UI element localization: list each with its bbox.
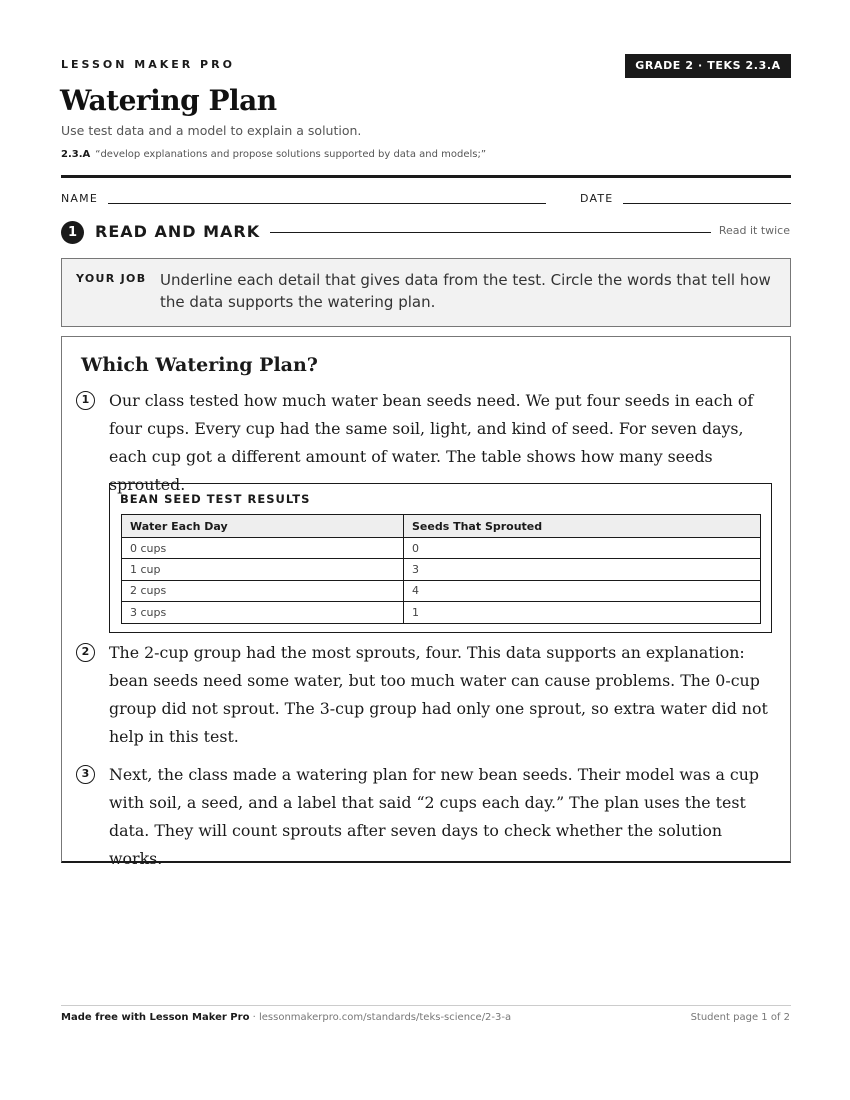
date-label: DATE	[580, 192, 614, 205]
table-cell: 4	[404, 580, 761, 601]
footer-made-with: Made free with Lesson Maker Pro	[61, 1012, 250, 1023]
table-row	[122, 602, 761, 623]
standard-code: 2.3.A	[61, 149, 91, 160]
paragraph-number-3: 3	[76, 765, 95, 784]
standard-line	[61, 149, 486, 160]
column-header-sprouted: Seeds That Sprouted	[404, 515, 761, 538]
column-header-water: Water Each Day	[122, 515, 404, 538]
paragraph-number-1: 1	[76, 391, 95, 410]
paragraph-2: The 2-cup group had the most sprouts, four. This data supports an explanation: bean seeds need some water, but too much water can cause problems. The 0-cup group did not sprout. The 3-cup group had only one sprout, so extra water did not help in this test.	[109, 643, 768, 746]
section-hint: Read it twice	[718, 224, 790, 237]
table-row	[122, 559, 761, 580]
job-instructions-box	[61, 258, 791, 327]
table-cell: 0	[404, 538, 761, 559]
table-cell: 1 cup	[122, 559, 404, 580]
page-title: Watering Plan	[60, 84, 277, 117]
footer-credit	[61, 1012, 511, 1023]
passage-title: Which Watering Plan?	[81, 354, 318, 376]
paragraph-number-2: 2	[76, 643, 95, 662]
header-divider	[61, 175, 791, 178]
date-field[interactable]	[623, 203, 791, 204]
standard-text: “develop explanations and propose solutions supported by data and models;”	[95, 149, 487, 160]
section-number-badge: 1	[61, 221, 84, 244]
table-cell: 3 cups	[122, 602, 404, 623]
job-label: YOUR JOB	[76, 272, 147, 285]
table-cell: 0 cups	[122, 538, 404, 559]
page-subtitle: Use test data and a model to explain a solution.	[61, 123, 362, 138]
brand-name: LESSON MAKER PRO	[61, 58, 235, 71]
section-title: READ AND MARK	[95, 222, 261, 241]
name-field[interactable]	[108, 203, 546, 204]
results-table-box	[109, 483, 772, 633]
footer-divider	[61, 1005, 791, 1006]
table-header-row	[122, 515, 761, 538]
table-caption: BEAN SEED TEST RESULTS	[120, 492, 311, 506]
table-row	[122, 538, 761, 559]
table-cell: 3	[404, 559, 761, 580]
name-label: NAME	[61, 192, 98, 205]
table-row	[122, 580, 761, 601]
paragraph-3: Next, the class made a watering plan for new bean seeds. Their model was a cup with soil, a seed, and a label that said “2 cups each day.” The plan uses the test data. They will count sprouts after seven days to check whether the solution works.	[109, 765, 760, 868]
section-divider	[270, 232, 711, 233]
footer-page-number: Student page 1 of 2	[690, 1012, 790, 1023]
reading-passage	[61, 336, 791, 868]
footer-url[interactable]: · lessonmakerpro.com/standards/teks-science/2-3-a	[252, 1012, 512, 1023]
table-cell: 2 cups	[122, 580, 404, 601]
grade-badge: GRADE 2 · TEKS 2.3.A	[625, 54, 791, 78]
results-table	[121, 514, 761, 624]
table-cell: 1	[404, 602, 761, 623]
paragraph-1: Our class tested how much water bean seeds need. We put four seeds in each of four cups. Every cup had the same soil, light, and kind of seed. For seven days, each cup got a different amount of water. The table shows how many seeds sprouted.	[109, 391, 754, 494]
job-text: Underline each detail that gives data from the test. Circle the words that tell how the data supports the watering plan.	[160, 271, 771, 311]
